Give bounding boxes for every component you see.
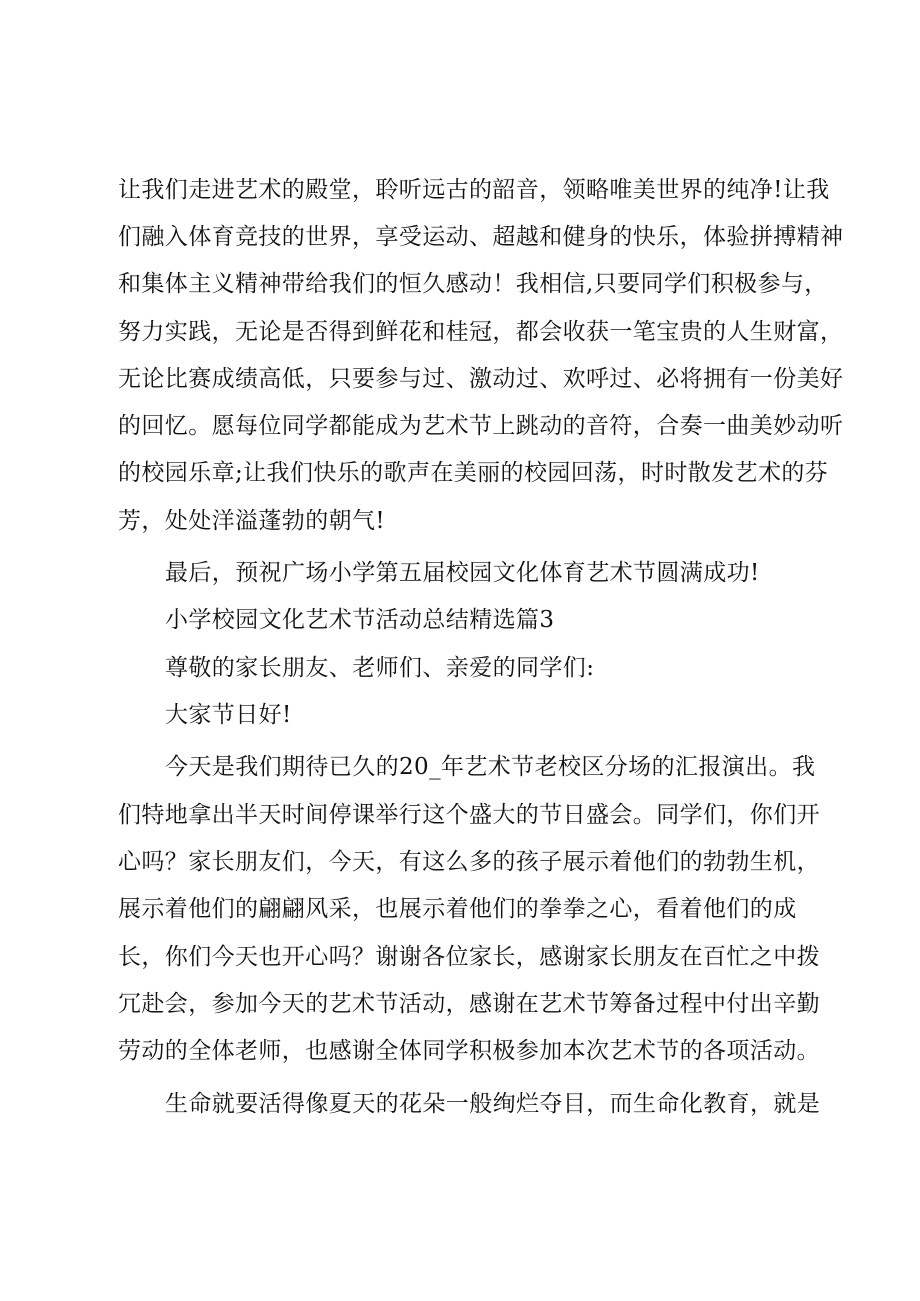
text-line-18: 冗赴会，参加今天的艺术节活动，感谢在艺术节筹备过程中付出辛勤 [118,991,820,1017]
text-line-15: 心吗？家长朋友们，今天，有这么多的孩子展示着他们的勃勃生机， [118,849,820,875]
salutation: 尊敬的家长朋友、老师们、亲爱的同学们: [165,655,595,681]
text-line-5: 无论比赛成绩高低，只要参与过、激动过、欢呼过、必将拥有一份美好 [118,366,844,392]
text-line-20: 生命就要活得像夏天的花朵一般绚烂夺目，而生命化教育，就是 [165,1091,821,1117]
text-line-4: 努力实践，无论是否得到鲜花和桂冠，都会收获一笔宝贵的人生财富， [118,319,844,345]
text-line-6: 的回忆。愿每位同学都能成为艺术节上跳动的音符，合奏一曲美妙动听 [118,413,844,439]
text-line-14: 们特地拿出半天时间停课举行这个盛大的节日盛会。同学们，你们开 [118,802,820,828]
text-line-19: 劳动的全体老师，也感谢全体同学积极参加本次艺术节的各项活动。 [118,1038,820,1064]
section-heading: 小学校园文化艺术节活动总结精选篇3 [165,607,555,633]
greeting: 大家节日好! [165,702,292,728]
text-line-3: 和集体主义精神带给我们的恒久感动！我相信,只要同学们积极参与， [118,271,828,297]
text-line-9: 最后，预祝广场小学第五届校园文化体育艺术节圆满成功! [165,560,760,586]
text-line-2: 们融入体育竞技的世界，享受运动、超越和健身的快乐，体验拼搏精神 [118,224,844,250]
text-line-7: 的校园乐章;让我们快乐的歌声在美丽的校园回荡，时时散发艺术的芬 [118,460,829,486]
text-line-16: 展示着他们的翩翩风采，也展示着他们的拳拳之心，看着他们的成 [118,896,797,922]
text-line-17: 长，你们今天也开心吗？谢谢各位家长，感谢家长朋友在百忙之中拨 [118,944,820,970]
text-line-8: 芳，处处洋溢蓬勃的朝气! [118,508,386,534]
text-line-13: 今天是我们期待已久的20_年艺术节老校区分场的汇报演出。我 [165,754,816,780]
text-line-1: 让我们走进艺术的殿堂，聆听远古的韶音，领略唯美世界的纯净!让我 [118,177,830,203]
